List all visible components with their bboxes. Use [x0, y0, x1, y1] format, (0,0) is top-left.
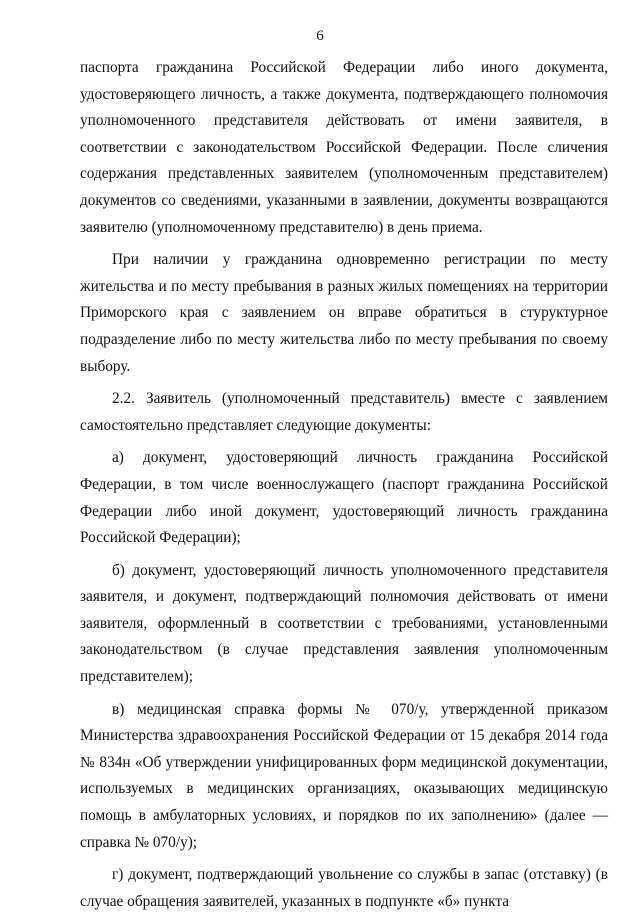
paragraph-section-2-2: 2.2. Заявитель (уполномоченный представитель) вместе с заявлением самостоятельно представляет следующие документы: — [80, 390, 608, 434]
list-item-b: б) документ, удостоверяющий личность уполномоченного представителя заявителя, и документ, подтверждающий полномочия действовать от имени заявителя, оформленный в соответствии с требованиями, установленными законодательством (в случае представления заявления уполномоченным представителем); — [80, 561, 608, 686]
list-item-v: в) медицинская справка формы № 070/у, утвержденной приказом Министерства здравоохранения Российской Федерации от 15 декабря 2014 года № 834н «Об утверждении унифицированных форм медицинской документации, используемых в медицинских организациях, оказывающих медицинскую помощь в амбулаторных условиях, и порядков по их заполнению» (далее — справка № 070/у); — [80, 700, 608, 851]
paragraph-continuation: паспорта гражданина Российской Федерации либо иного документа, удостоверяющего личность, а также документа, подтверждающего полномочия уполномоченного представителя действовать от имени заявителя, в соответствии с законодательством Российской Федерации. После сличения содержания представленных заявителем (уполномоченным представителем) документов со сведениями, указанными в заявлении, документы возвращаются заявителю (уполномоченному представителю) в день приема. — [80, 59, 608, 236]
list-item-a: а) документ, удостоверяющий личность гражданина Российской Федерации, в том числе военнослужащего (паспорт гражданина Российской Федерации либо иной документ, удостоверяющий личность гражданина Российской Федерации); — [80, 449, 608, 547]
document-body — [80, 55, 608, 915]
page-number: 6 — [316, 28, 324, 44]
paragraph-dual-registration: При наличии у гражданина одновременно регистрации по месту жительства и по месту пребывания в разных жилых помещениях на территории Приморского края с заявлением он вправе обратиться в стуруктурное подразделение либо по месту жительства либо по месту пребывания по своему выбору. — [80, 251, 608, 375]
list-item-g: г) документ, подтверждающий увольнение со службы в запас (отставку) (в случае обращения заявителей, указанных в подпункте «б» пункта — [80, 866, 608, 910]
